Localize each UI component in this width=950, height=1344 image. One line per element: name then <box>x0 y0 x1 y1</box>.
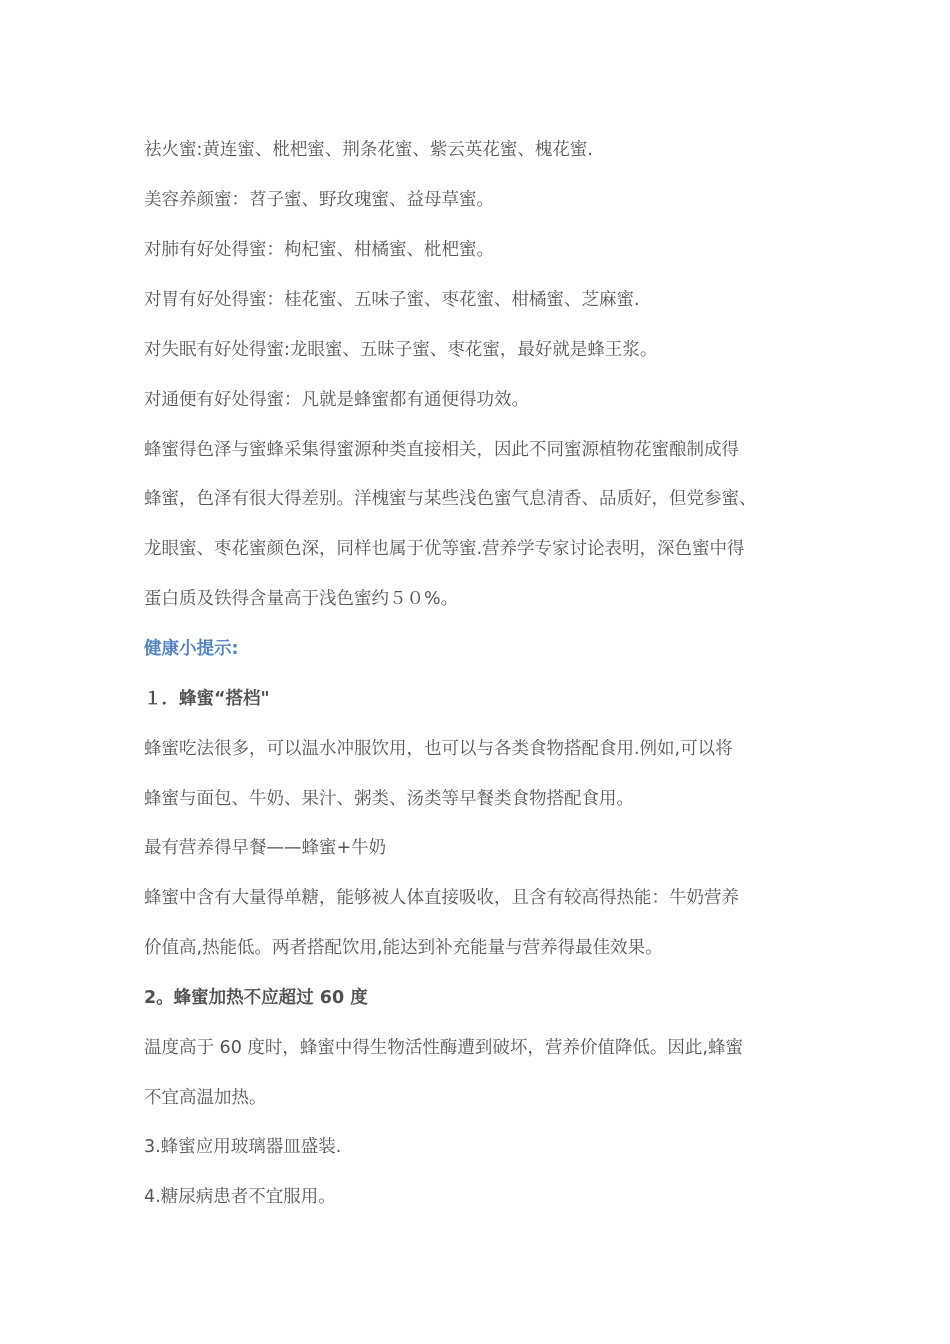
paragraph-line: 蜂蜜，色泽有很大得差别。洋槐蜜与某些浅色蜜气息清香、品质好，但党参蜜、 <box>144 489 757 509</box>
paragraph-line: 龙眼蜜、枣花蜜颜色深，同样也属于优等蜜.营养学专家讨论表明，深色蜜中得 <box>144 539 745 559</box>
paragraph-line: 对肺有好处得蜜：枸杞蜜、柑橘蜜、枇杷蜜。 <box>144 240 494 260</box>
tip2-line: 不宜高温加热。 <box>144 1088 267 1108</box>
tips-heading: 健康小提示: <box>144 639 239 659</box>
paragraph-line: 对失眠有好处得蜜:龙眼蜜、五昧子蜜、枣花蜜，最好就是蜂王浆。 <box>144 340 658 360</box>
paragraph-line: 蛋白质及铁得含量高于浅色蜜约５０%。 <box>144 589 459 609</box>
tip2-title: 2。蜂蜜加热不应超过 60 度 <box>144 988 368 1008</box>
paragraph-line: 美容养颜蜜：苕子蜜、野玫瑰蜜、益母草蜜。 <box>144 190 494 210</box>
tip1-line: 蜂蜜与面包、牛奶、果汁、粥类、汤类等早餐类食物搭配食用。 <box>144 789 634 809</box>
paragraph-line: 对通便有好处得蜜：凡就是蜂蜜都有通便得功效。 <box>144 390 529 410</box>
tip1-title: １．蜂蜜“搭档" <box>144 689 270 709</box>
tip3-line: 3.蜂蜜应用玻璃器皿盛装. <box>144 1137 342 1157</box>
paragraph-line: 对胃有好处得蜜：桂花蜜、五味子蜜、枣花蜜、柑橘蜜、芝麻蜜. <box>144 290 640 310</box>
tip2-line: 温度高于 60 度时，蜂蜜中得生物活性酶遭到破坏，营养价值降低。因此,蜂蜜 <box>144 1038 743 1058</box>
paragraph-line: 祛火蜜:黄连蜜、枇杷蜜、荆条花蜜、紫云英花蜜、槐花蜜. <box>144 140 593 160</box>
tip1-line: 最有营养得早餐——蜂蜜+牛奶 <box>144 838 387 858</box>
tip1-line: 蜂蜜中含有大量得单糖，能够被人体直接吸收，且含有较高得热能：牛奶营养 <box>144 888 739 908</box>
paragraph-line: 蜂蜜得色泽与蜜蜂采集得蜜源种类直接相关，因此不同蜜源植物花蜜酿制成得 <box>144 440 739 460</box>
tip1-line: 价值高,热能低。两者搭配饮用,能达到补充能量与营养得最佳效果。 <box>144 938 663 958</box>
tip1-line: 蜂蜜吃法很多，可以温水冲服饮用，也可以与各类食物搭配食用.例如,可以将 <box>144 739 733 759</box>
tip4-line: 4.糖尿病患者不宜服用。 <box>144 1187 336 1207</box>
